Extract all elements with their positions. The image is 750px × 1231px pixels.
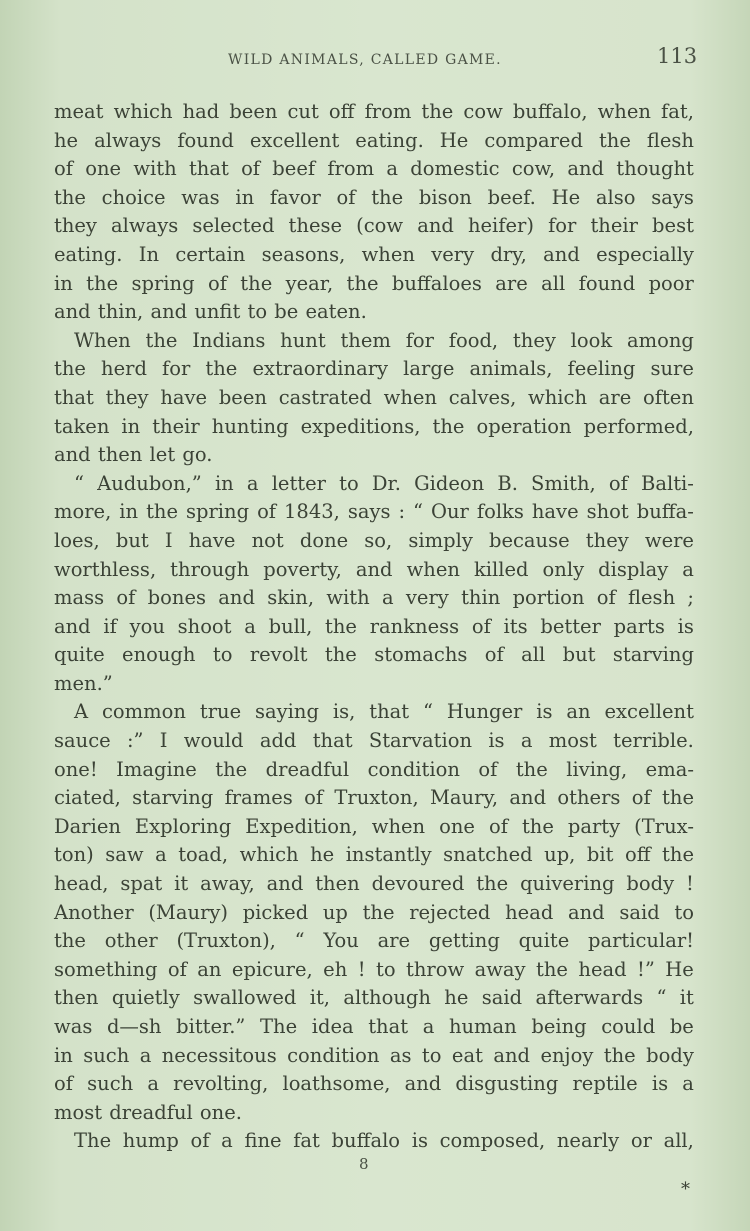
body-text <box>54 98 694 1156</box>
text-line: in such a necessitous condition as to eat and enjoy the body <box>54 1043 694 1067</box>
text-line: and then let go. <box>54 443 213 467</box>
printer-mark: ⁎ <box>681 1173 690 1194</box>
text-line: the herd for the extraordinary large animals, feeling sure <box>54 357 694 381</box>
page-number: 113 <box>657 44 698 68</box>
text-line: men.” <box>54 671 113 695</box>
paragraph-first-line: When the Indians hunt them for food, they look among <box>74 328 694 352</box>
text-line: and if you shoot a bull, the rankness of its better parts is <box>54 614 694 638</box>
text-line: more, in the spring of 1843, says : “ Our folks have shot buffa- <box>54 500 694 524</box>
text-line: Darien Exploring Expedition, when one of the party (Trux- <box>54 814 694 838</box>
text-line: head, spat it away, and then devoured the quivering body ! <box>54 872 694 896</box>
signature-mark: 8 <box>359 1155 369 1173</box>
text-line: ciated, starving frames of Truxton, Maury, and others of the <box>54 786 694 810</box>
text-line: he always found excellent eating. He compared the flesh <box>54 128 694 152</box>
text-line: and thin, and unfit to be eaten. <box>54 300 367 324</box>
text-line: of such a revolting, loathsome, and disgusting reptile is a <box>54 1072 694 1096</box>
text-line: mass of bones and skin, with a very thin portion of flesh ; <box>54 586 694 610</box>
text-line: then quietly swallowed it, although he said afterwards “ it <box>54 986 694 1010</box>
text-line: in the spring of the year, the buffaloes are all found poor <box>54 271 694 295</box>
text-line: of one with that of beef from a domestic cow, and thought <box>54 157 694 181</box>
text-line: most dreadful one. <box>54 1100 242 1124</box>
paragraph-first-line: “ Audubon,” in a letter to Dr. Gideon B. Smith, of Balti- <box>74 471 694 495</box>
text-line: ton) saw a toad, which he instantly snatched up, bit off the <box>54 843 694 867</box>
paragraph-first-line: A common true saying is, that “ Hunger is an excellent <box>74 700 694 724</box>
text-line: worthless, through poverty, and when killed only display a <box>54 557 694 581</box>
text-line: the other (Truxton), “ You are getting quite particular! <box>54 929 694 953</box>
text-line: something of an epicure, eh ! to throw away the head !” He <box>54 957 694 981</box>
running-head: WILD ANIMALS, CALLED GAME. <box>228 52 502 68</box>
text-line: they always selected these (cow and heifer) for their best <box>54 214 694 238</box>
text-line: sauce :” I would add that Starvation is a most terrible. <box>54 729 694 753</box>
text-line: meat which had been cut off from the cow buffalo, when fat, <box>54 100 694 123</box>
text-line: was d—sh bitter.” The idea that a human being could be <box>54 1015 694 1038</box>
text-line: loes, but I have not done so, simply because they were <box>54 528 694 552</box>
text-line: one! Imagine the dreadful condition of the living, ema- <box>54 757 694 781</box>
text-line: Another (Maury) picked up the rejected head and said to <box>54 900 694 924</box>
paragraph-first-line: The hump of a fine fat buffalo is composed, nearly or all, <box>74 1129 694 1153</box>
text-line: taken in their hunting expeditions, the operation performed, <box>54 414 694 438</box>
page-header <box>0 44 750 80</box>
text-line: eating. In certain seasons, when very dry, and especially <box>54 242 694 266</box>
text-line: the choice was in favor of the bison beef. He also says <box>54 185 694 209</box>
text-line: quite enough to revolt the stomachs of all but starving <box>54 643 694 667</box>
text-line: that they have been castrated when calves, which are often <box>54 385 694 409</box>
